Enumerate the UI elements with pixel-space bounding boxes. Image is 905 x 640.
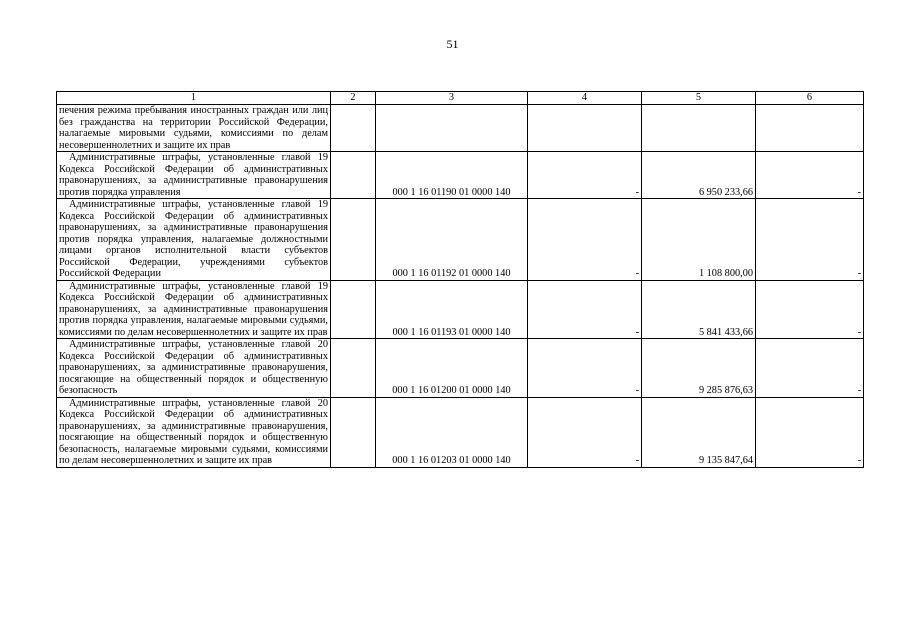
row-col6: - xyxy=(756,339,864,398)
row-code: 000 1 16 01190 01 0000 140 xyxy=(376,152,528,199)
table-row xyxy=(57,105,864,152)
row-description xyxy=(57,280,331,339)
row-description xyxy=(57,339,331,398)
row-col2 xyxy=(331,280,376,339)
header-row xyxy=(57,92,864,105)
row-description xyxy=(57,397,331,467)
table-row xyxy=(57,397,864,467)
column-header: 4 xyxy=(528,92,642,105)
row-col2 xyxy=(331,199,376,281)
row-col5: 5 841 433,66 xyxy=(642,280,756,339)
column-header: 2 xyxy=(331,92,376,105)
row-col5 xyxy=(642,105,756,152)
table-row xyxy=(57,199,864,281)
row-code: 000 1 16 01203 01 0000 140 xyxy=(376,397,528,467)
row-col6 xyxy=(756,105,864,152)
row-col6: - xyxy=(756,152,864,199)
row-col4: - xyxy=(528,199,642,281)
row-col5: 9 285 876,63 xyxy=(642,339,756,398)
row-col2 xyxy=(331,339,376,398)
row-col6: - xyxy=(756,397,864,467)
row-description xyxy=(57,152,331,199)
row-col4: - xyxy=(528,152,642,199)
table-row xyxy=(57,280,864,339)
row-col2 xyxy=(331,105,376,152)
row-description-text: Административные штрафы, установленные главой 19 Кодекса Российской Федерации об административных правонарушениях, за административные правонарушения против порядка управления, налагаемые мировыми судьями, комиссиями по делам несовершеннолетних и защите их прав xyxy=(59,280,328,338)
row-description-text: Административные штрафы, установленные главой 19 Кодекса Российской Федерации об административных правонарушениях, за административные правонарушения против порядка управления xyxy=(59,152,328,198)
row-description-text: Административные штрафы, установленные главой 20 Кодекса Российской Федерации об административных правонарушениях, за административные правонарушения, посягающие на общественный порядок и общественную безопасность, налагаемые мировыми судьями, комиссиями по делам несовершеннолетних и защите их прав xyxy=(59,397,328,466)
row-col2 xyxy=(331,397,376,467)
row-description-text: Административные штрафы, установленные главой 19 Кодекса Российской Федерации об административных правонарушениях, за административные правонарушения против порядка управления, налагаемые должностными лицами органов исполнительной власти субъектов Российской Федерации, учреждениями субъектов Российской Федерации xyxy=(59,199,328,279)
row-code: 000 1 16 01192 01 0000 140 xyxy=(376,199,528,281)
row-col4: - xyxy=(528,339,642,398)
row-col6: - xyxy=(756,280,864,339)
row-code: 000 1 16 01200 01 0000 140 xyxy=(376,339,528,398)
row-description xyxy=(57,199,331,281)
column-header: 3 xyxy=(376,92,528,105)
row-code: 000 1 16 01193 01 0000 140 xyxy=(376,280,528,339)
column-header: 5 xyxy=(642,92,756,105)
row-col4: - xyxy=(528,280,642,339)
column-header: 6 xyxy=(756,92,864,105)
row-col5: 6 950 233,66 xyxy=(642,152,756,199)
row-col2 xyxy=(331,152,376,199)
column-header: 1 xyxy=(57,92,331,105)
table-row xyxy=(57,339,864,398)
page-number: 51 xyxy=(446,37,459,51)
row-col5: 9 135 847,64 xyxy=(642,397,756,467)
row-col4 xyxy=(528,105,642,152)
budget-table xyxy=(56,91,864,468)
row-code xyxy=(376,105,528,152)
table-row xyxy=(57,152,864,199)
row-col5: 1 108 800,00 xyxy=(642,199,756,281)
row-description: печения режима пребывания иностранных граждан или лиц без гражданства на территории Российской Федерации, налагаемые мировыми судьями, комиссиями по делам несовершеннолетних и защите их прав xyxy=(57,105,331,152)
row-col4: - xyxy=(528,397,642,467)
row-col6: - xyxy=(756,199,864,281)
row-description-text: Административные штрафы, установленные главой 20 Кодекса Российской Федерации об административных правонарушениях, за административные правонарушения, посягающие на общественный порядок и общественную безопасность xyxy=(59,339,328,396)
